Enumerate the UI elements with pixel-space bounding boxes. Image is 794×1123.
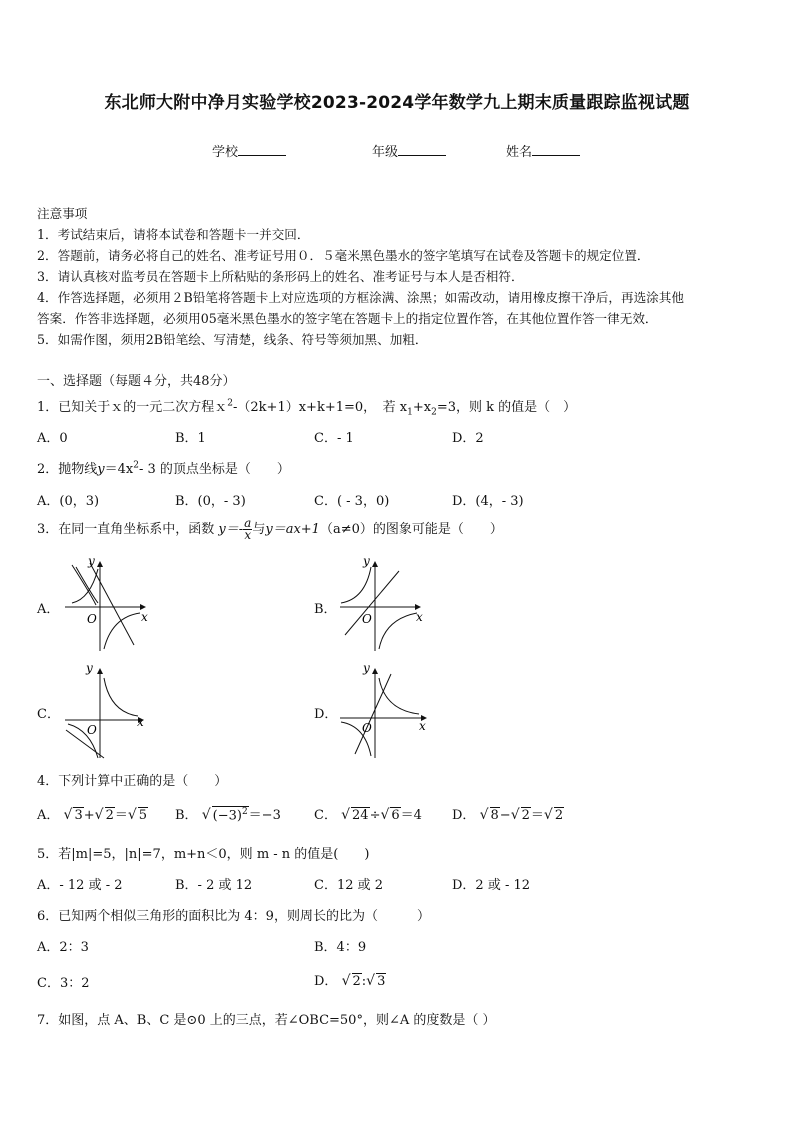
q3-a-origin: O	[87, 612, 97, 626]
q3-text-a: 3．在同一直角坐标系中，函数	[37, 522, 215, 537]
q4-c-r1: 24	[352, 808, 369, 823]
sqrt-icon: √	[127, 807, 137, 823]
name-label: 姓名	[506, 145, 533, 160]
q4-option-d: D． √ 8−√ 2＝√ 2	[452, 807, 564, 823]
q6-d-label: D．	[314, 974, 338, 989]
notice-heading: 注意事项	[37, 206, 88, 221]
q3-eq1: y＝-	[218, 522, 244, 537]
q4-d-r3: 2	[554, 808, 564, 823]
q2-option-b: B．(0，- 3)	[175, 494, 246, 509]
q2-option-d: D．(4，- 3)	[452, 494, 524, 509]
question-5-stem: 5．若|m|=5，|n|=7，m+n＜0，则 m - n 的值是( )	[37, 847, 370, 862]
q6-option-a: A．2：3	[37, 940, 89, 955]
q4-option-a: A． √ 3+√ 2＝√ 5	[37, 807, 148, 823]
q3-paren: （a≠0）	[319, 522, 373, 537]
q1-sub2: 2	[431, 407, 437, 418]
sqrt-icon: √	[201, 807, 211, 823]
q3-b-axis-x: x	[416, 610, 423, 624]
q1-option-c: C．- 1	[314, 431, 354, 446]
grade-blank	[398, 143, 446, 156]
sqrt-icon: √	[94, 807, 104, 823]
q2-text-a: 2．抛物线	[37, 462, 98, 477]
q4-b-base: (−3)	[212, 808, 242, 823]
name-field	[506, 141, 580, 160]
q3-option-a-label: A．	[37, 602, 60, 617]
q3-option-c-label: C．	[37, 707, 60, 722]
q3-d-axis-x: x	[419, 719, 426, 733]
q4-a-label: A．	[37, 808, 60, 823]
q1-sup: 2	[227, 398, 234, 409]
q1-text-a: 1．已知关于ｘ的一元二次方程ｘ	[37, 400, 228, 415]
q3-c-axis-x: x	[137, 715, 144, 729]
q5-option-a: A．- 12 或 - 2	[37, 878, 123, 893]
q3-b-axis-y: y	[363, 555, 370, 568]
q3-d-origin: O	[362, 721, 372, 735]
q4-c-label: C．	[314, 808, 337, 823]
notice-item: 答案．作答非选择题，必须用05毫米黑色墨水的签字笔在答题卡上的指定位置作答，在其他位置作答一律无效．	[37, 311, 658, 326]
question-2-stem	[37, 458, 290, 477]
q3-option-d-label: D．	[314, 707, 338, 722]
name-blank	[532, 143, 580, 156]
q3-graph-c	[60, 660, 160, 760]
sqrt-icon: √	[380, 807, 390, 823]
q3-option-b-label: B．	[314, 602, 337, 617]
question-1-stem	[37, 396, 576, 418]
q4-a-r3: 5	[138, 808, 148, 823]
school-field	[212, 141, 286, 160]
notice-item: 3．请认真核对监考员在答题卡上所粘贴的条形码上的姓名、准考证号与本人是否相符．	[37, 269, 524, 284]
q3-eq2: y＝ax+1	[265, 522, 320, 537]
q1-option-b: B．1	[175, 431, 206, 446]
q3-frac-num: a	[244, 516, 252, 530]
q4-option-c: C． √ 24÷√ 6＝4	[314, 807, 422, 823]
q5-option-c: C．12 或 2	[314, 878, 384, 893]
q5-option-b: B．- 2 或 12	[175, 878, 253, 893]
q1-text-c: +x	[412, 400, 432, 415]
q1-sub1: 1	[407, 407, 413, 418]
question-6-stem: 6．已知两个相似三角形的面积比为 4：9，则周长的比为（ ）	[37, 909, 430, 924]
notice-item: 4．作答选择题，必须用２B铅笔将答题卡上对应选项的方框涂满、涂黑；如需改动，请用橡皮擦干净后，再选涂其他	[37, 290, 684, 305]
sqrt-icon: √	[510, 807, 520, 823]
q2-text-b: ＝4x	[104, 462, 134, 477]
grade-field	[372, 141, 446, 160]
sqrt-icon: √	[543, 807, 553, 823]
q4-c-result: ＝4	[400, 808, 422, 823]
q3-text-b: 与	[252, 522, 266, 537]
q5-option-d: D．2 或 - 12	[452, 878, 531, 893]
q3-graph-d	[335, 660, 435, 760]
q1-text-d: =3，则 k 的值是（ ）	[436, 400, 577, 415]
sqrt-icon: √	[63, 807, 73, 823]
q4-d-label: D．	[452, 808, 476, 823]
section-heading: 一、选择题（每题４分，共48分）	[37, 374, 236, 389]
q4-d-r2: 2	[521, 808, 530, 823]
school-blank	[238, 143, 286, 156]
q6-option-b: B．4：9	[314, 940, 367, 955]
q3-a-axis-x: x	[141, 610, 148, 624]
q6-d-sep: :	[361, 974, 367, 989]
q4-b-label: B．	[175, 808, 198, 823]
q4-b-result: ＝−3	[248, 808, 281, 823]
q3-fraction	[243, 518, 252, 541]
q4-c-r2: 6	[391, 808, 400, 823]
q3-c-origin: O	[87, 723, 97, 737]
q4-option-b	[175, 804, 281, 823]
sqrt-icon: √	[479, 807, 489, 823]
q4-b-radicand	[212, 806, 249, 823]
q6-option-d	[314, 970, 386, 989]
q2-sup: 2	[133, 460, 139, 471]
notice-item: 1．考试结束后，请将本试卷和答题卡一并交回．	[37, 227, 310, 242]
q3-graph-a	[60, 555, 160, 653]
q2-text-c: - 3 的顶点坐标是（ ）	[138, 462, 290, 477]
sqrt-icon: √	[341, 973, 351, 989]
q4-b-exp: 2	[241, 806, 248, 817]
q6-option-c: C．3：2	[37, 976, 90, 991]
q1-option-d: D．2	[452, 431, 484, 446]
question-7-stem: 7．如图，点 A、B、C 是⊙0 上的三点，若∠OBC=50°，则∠A 的度数是（ ）	[37, 1013, 496, 1028]
sqrt-icon: √	[341, 807, 351, 823]
q3-d-axis-y: y	[363, 661, 370, 675]
q1-text-b: -（2k+1）x+k+1=0， 若 x	[233, 400, 408, 415]
q3-graph-b	[335, 555, 435, 653]
page-title: 东北师大附中净月实验学校2023-2024学年数学九上期末质量跟踪监视试题	[104, 93, 690, 113]
q2-option-c: C．( - 3，0)	[314, 494, 390, 509]
q3-frac-den: x	[244, 528, 252, 542]
q3-text-c: 的图象可能是（ ）	[372, 522, 503, 537]
notice-item: 2．答题前，请务必将自己的姓名、准考证号用０．５毫米黑色墨水的签字笔填写在试卷及答题卡的规定位置．	[37, 248, 650, 263]
q3-a-axis-y: y	[88, 555, 95, 568]
q3-b-origin: O	[362, 612, 372, 626]
notice-item: 5．如需作图，须用2B铅笔绘、写清楚，线条、符号等须加黑、加粗．	[37, 332, 428, 347]
grade-label: 年级	[372, 145, 399, 160]
q4-d-r1: 8	[490, 808, 499, 823]
q1-option-a: A．0	[37, 431, 68, 446]
q2-var-y: y	[97, 462, 105, 477]
q6-d-r1: 2	[352, 974, 361, 989]
q4-a-r1: 3	[74, 808, 83, 823]
sqrt-icon: √	[366, 973, 376, 989]
q2-option-a: A．(0，3)	[37, 494, 100, 509]
q3-c-axis-y: y	[86, 661, 93, 675]
question-4-stem: 4．下列计算中正确的是（ ）	[37, 774, 228, 789]
q6-d-r2: 3	[377, 974, 386, 989]
question-3-stem	[37, 518, 503, 541]
q4-a-r2: 2	[105, 808, 114, 823]
school-label: 学校	[212, 145, 239, 160]
